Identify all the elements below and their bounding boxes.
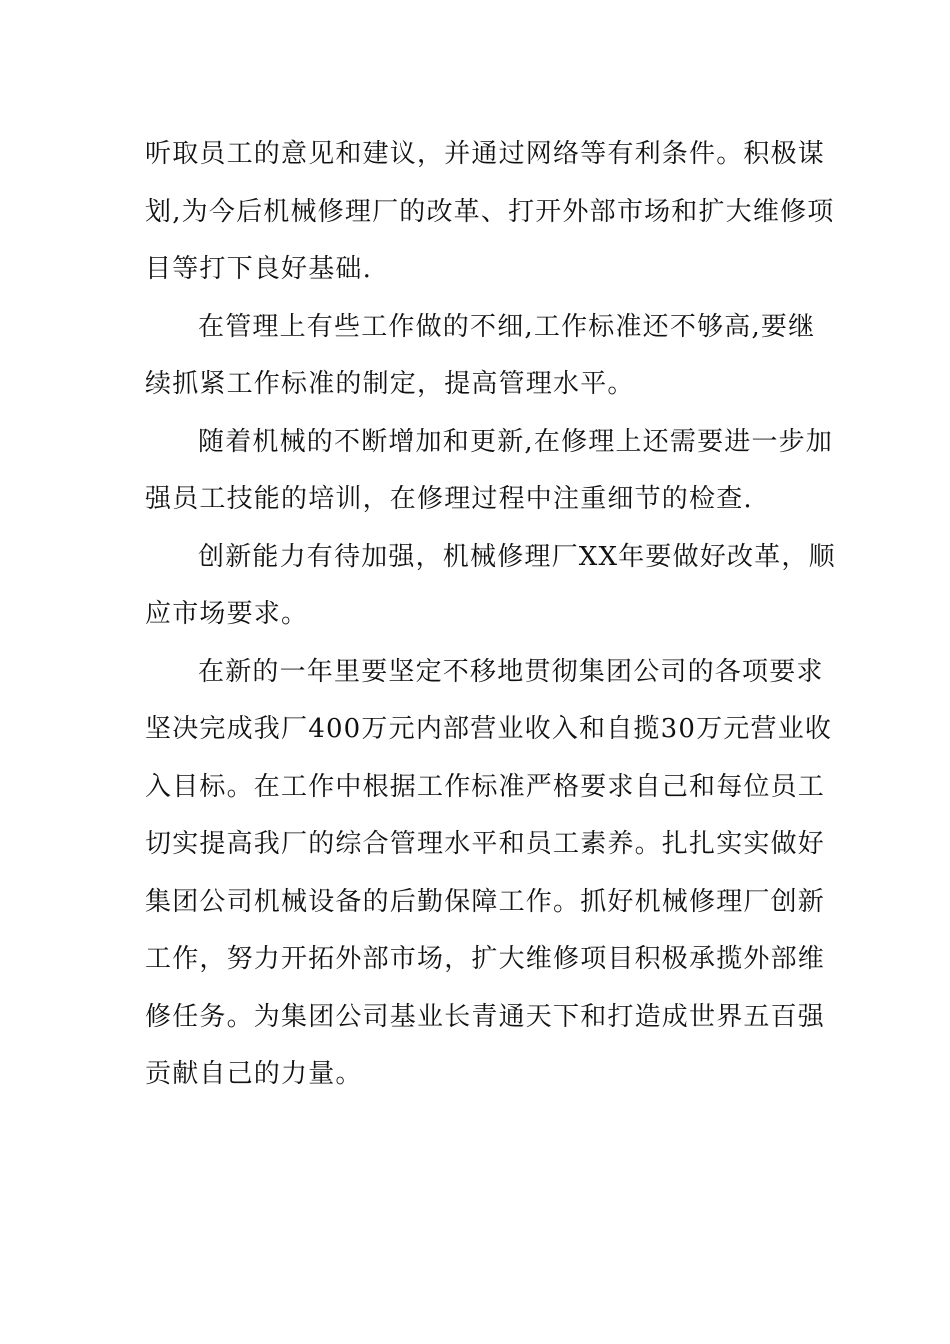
- text-line: 创新能力有待加强，机械修理厂XX年要做好改革，顺: [198, 541, 836, 572]
- text-line: 在管理上有些工作做的不细,工作标准还不够高,要继: [198, 311, 816, 342]
- text-line: 目等打下良好基础.: [145, 254, 373, 284]
- paragraph-5: [145, 644, 833, 1104]
- paragraph-1: [145, 126, 835, 299]
- text-line: 在新的一年里要坚定不移地贯彻集团公司的各项要求: [198, 656, 824, 687]
- text-line: 划,为今后机械修理厂的改革、打开外部市场和扩大维修项: [145, 196, 835, 227]
- text-line: 随着机械的不断增加和更新,在修理上还需要进一步加: [198, 426, 834, 457]
- text-line: 集团公司机械设备的后勤保障工作。抓好机械修理厂创新: [145, 886, 826, 917]
- paragraph-2: [145, 299, 816, 414]
- text-line: 入目标。在工作中根据工作标准严格要求自己和每位员工: [145, 771, 826, 802]
- text-line: 切实提高我厂的综合管理水平和员工素养。扎扎实实做好: [145, 829, 826, 859]
- text-line: 听取员工的意见和建议，并通过网络等有利条件。积极谋: [145, 139, 826, 169]
- text-line: 强员工技能的培训，在修理过程中注重细节的检查.: [145, 484, 753, 514]
- document-body: [145, 126, 836, 1104]
- text-line: 应市场要求。: [145, 599, 309, 629]
- text-line: 工作，努力开拓外部市场，扩大维修项目积极承揽外部维: [145, 944, 826, 974]
- text-line: 坚决完成我厂400万元内部营业收入和自揽30万元营业收: [145, 714, 833, 744]
- paragraph-3: [145, 414, 834, 529]
- paragraph-4: [145, 529, 836, 644]
- text-line: 修任务。为集团公司基业长青通天下和打造成世界五百强: [145, 1001, 826, 1032]
- text-line: 贡献自己的力量。: [145, 1059, 363, 1089]
- text-line: 续抓紧工作标准的制定，提高管理水平。: [145, 369, 635, 399]
